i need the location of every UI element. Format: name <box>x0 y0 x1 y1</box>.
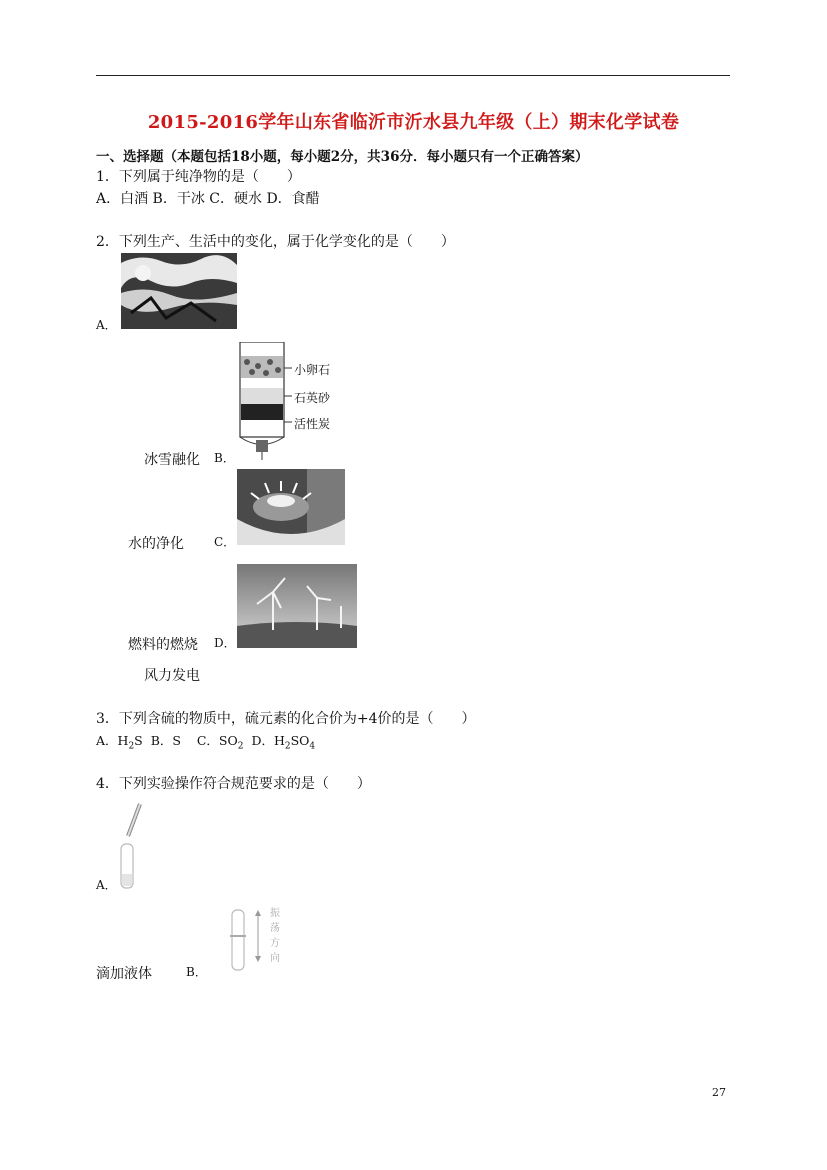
header-rule <box>96 75 730 76</box>
question-4-stem: 4．下列实验操作符合规范要求的是（ ） <box>96 776 371 792</box>
shaking-test-tube-image <box>228 906 264 976</box>
q3-option-b: B．S <box>150 733 181 748</box>
q2-option-c-caption: 燃料的燃烧 <box>128 637 198 653</box>
page-number: 27 <box>712 1086 726 1099</box>
question-1-stem: 1．下列属于纯净物的是（ ） <box>96 169 301 185</box>
dropper-test-tube-image <box>116 800 146 892</box>
filter-label-pebbles: 小卵石 <box>294 363 331 377</box>
q2-option-c-letter: C． <box>214 535 236 549</box>
gas-burner-image <box>237 469 345 545</box>
q2-option-a-caption: 冰雪融化 <box>144 452 200 468</box>
shaking-direction-label: 振 荡 方 向 <box>270 908 280 964</box>
q2-option-d-caption: 风力发电 <box>144 668 200 684</box>
question-2-stem: 2．下列生产、生活中的变化，属于化学变化的是（ ） <box>96 234 455 250</box>
question-3-options <box>96 731 315 752</box>
question-1-options: A．白酒 B．干冰 C．硬水 D．食醋 <box>96 191 320 207</box>
q2-option-b-caption: 水的净化 <box>128 536 184 552</box>
q4-option-a-caption: 滴加液体 <box>96 966 152 982</box>
q2-option-a-letter: A． <box>96 318 117 332</box>
wind-turbine-image <box>237 564 357 648</box>
exam-title: 2015-2016学年山东省临沂市沂水县九年级（上）期末化学试卷 <box>147 112 680 133</box>
q4-option-a-letter: A． <box>96 878 117 892</box>
section-heading: 一、选择题（本题包括18小题，每小题2分，共36分．每小题只有一个正确答案） <box>96 149 589 165</box>
q2-option-d-letter: D． <box>214 636 236 650</box>
q2-option-b-letter: B． <box>214 451 235 465</box>
question-3-stem: 3．下列含硫的物质中，硫元素的化合价为+4价的是（ ） <box>96 711 476 727</box>
q3-option-a: A．$H_2S$ <box>96 733 143 752</box>
snow-melting-image <box>121 253 237 329</box>
q3-option-c: C．$SO_2$ <box>196 733 244 752</box>
q3-option-d: D．$H_2SO_4$ <box>251 733 316 752</box>
filter-label-quartz-sand: 石英砂 <box>294 391 331 405</box>
q4-option-b-letter: B． <box>186 965 207 979</box>
filter-label-activated-carbon: 活性炭 <box>294 417 331 431</box>
